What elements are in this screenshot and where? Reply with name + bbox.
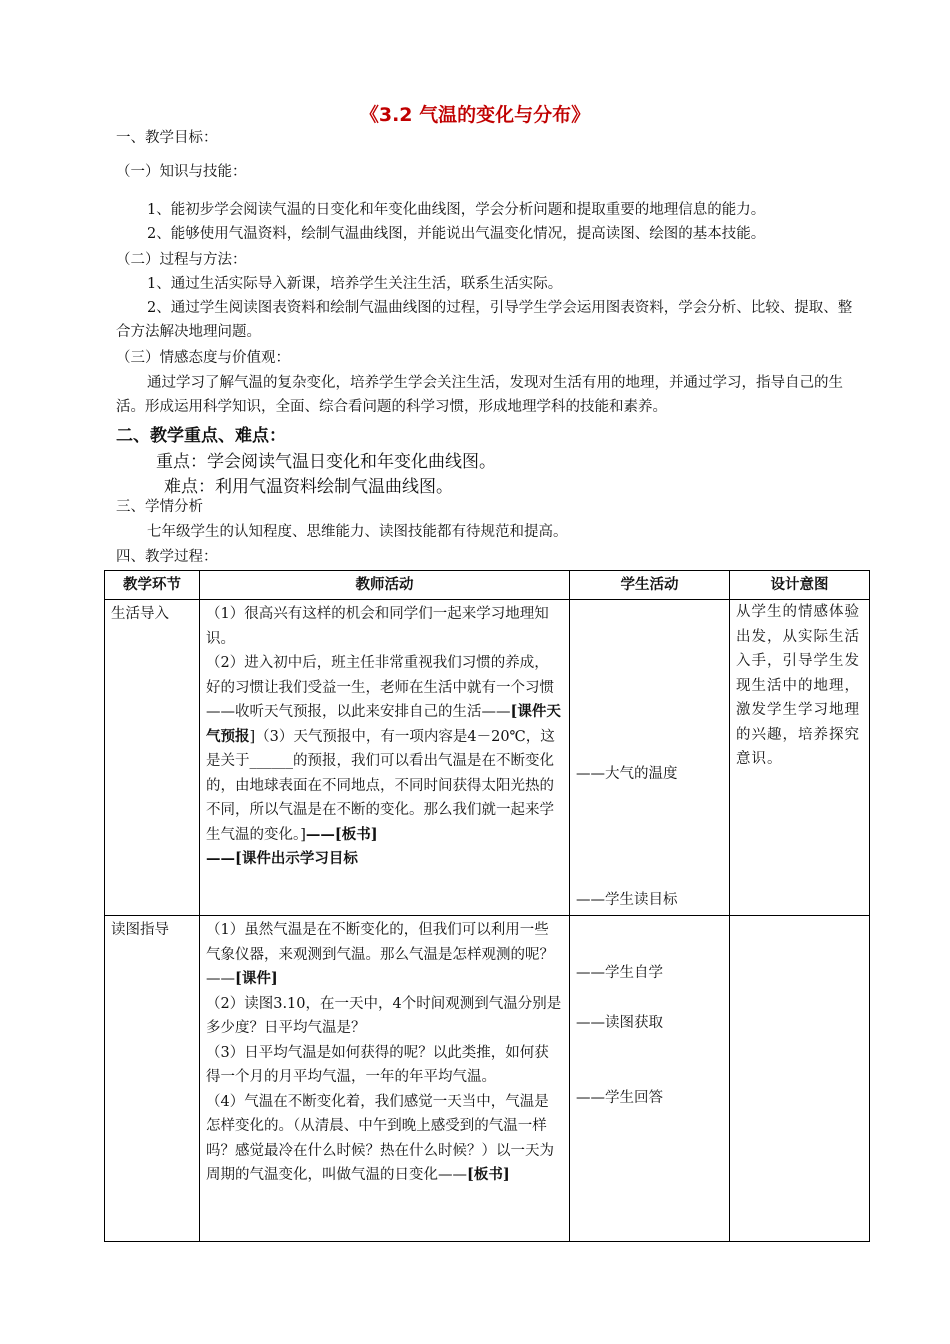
- page-title: 《3.2 气温的变化与分布》: [359, 104, 591, 126]
- subsection-knowledge-heading: （一）知识与技能：: [116, 164, 247, 180]
- learner-analysis-text: 七年级学生的认知程度、思维能力、读图技能都有待规范和提高。: [147, 524, 568, 540]
- table-row: [105, 916, 870, 1242]
- lesson-plan-table: [104, 570, 870, 1242]
- subsection-process-heading: （二）过程与方法：: [116, 252, 247, 268]
- section-key-points-heading: 二、教学重点、难点：: [116, 426, 286, 446]
- knowledge-item-1: 1、能初步学会阅读气温的日变化和年变化曲线图，学会分析问题和提取重要的地理信息的能力。: [147, 202, 766, 218]
- section-process-heading: 四、教学过程：: [116, 549, 218, 565]
- section-objectives-heading: 一、教学目标：: [116, 130, 218, 146]
- student-line: ——学生自学: [576, 965, 663, 981]
- stage-label: 读图指导: [111, 922, 169, 938]
- teacher-line: ]（3）天气预报中，有一项内容是4－20℃，这是关于______的预报，我们可以看出气温是在不断变化的，由地球表面在不同地点，不同时间获得太阳光热的不同，所以气温是在不断的变化。那么我们就一起来学生气温的变化。]: [206, 728, 555, 843]
- table-row: [105, 600, 870, 916]
- teacher-activity-cell: [200, 600, 570, 916]
- table-header-row: [105, 571, 870, 600]
- header-stage: 教学环节: [105, 571, 200, 600]
- header-student-activity: 学生活动: [570, 571, 730, 600]
- teacher-line: （4）气温在不断变化着，我们感觉一天当中，气温是怎样变化的。（从清晨、中午到晚上感受到的气温一样吗？感觉最冷在什么时候？热在什么时候？）以一天为周期的气温变化，叫做气温的日变化——: [206, 1093, 554, 1183]
- stage-cell: [105, 916, 200, 1242]
- teacher-cue: [课件]: [235, 970, 278, 987]
- difficult-point: 难点：利用气温资料绘制气温曲线图。: [164, 477, 453, 497]
- header-design-intent: 设计意图: [730, 571, 870, 600]
- stage-cell: [105, 600, 200, 916]
- key-point: 重点：学会阅读气温日变化和年变化曲线图。: [156, 452, 496, 472]
- design-intent-text: 从学生的情感体验出发，从实际生活入手，引导学生发现生活中的地理，激发学生学习地理的兴趣，培养探究意识。: [736, 604, 860, 767]
- teacher-line: （1）很高兴有这样的机会和同学们一起来学习地理知识。: [206, 606, 549, 647]
- subsection-attitude-heading: （三）情感态度与价值观：: [116, 350, 290, 366]
- section-learner-analysis-heading: 三、学情分析: [116, 499, 203, 515]
- teacher-activity-cell: [200, 916, 570, 1242]
- student-line: ——学生回答: [576, 1090, 663, 1106]
- teacher-line: （2）进入初中后，班主任非常重视我们习惯的养成，好的习惯让我们受益一生，老师在生活中就有一个习惯——收听天气预报，以此来安排自己的生活——: [206, 655, 554, 720]
- teacher-cue: ——[课件出示学习目标: [206, 850, 358, 867]
- design-intent-cell: [730, 916, 870, 1242]
- process-item-1: 1、通过生活实际导入新课，培养学生关注生活，联系生活实际。: [147, 276, 563, 292]
- knowledge-item-2: 2、能够使用气温资料，绘制气温曲线图，并能说出气温变化情况，提高读图、绘图的基本技能。: [147, 226, 766, 242]
- teacher-line: （2）读图3.10，在一天中，4个时间观测到气温分别是多少度？日平均气温是？: [206, 995, 562, 1036]
- student-line: ——大气的温度: [576, 766, 678, 782]
- teacher-line: （1）虽然气温是在不断变化的，但我们可以利用一些气象仪器，来观测到气温。那么气温是怎样观测的呢？——: [206, 922, 554, 987]
- attitude-text: 通过学习了解气温的复杂变化，培养学生学会关注生活，发现对生活有用的地理，并通过学习，指导自己的生活。形成运用科学知识，全面、综合看问题的科学习惯，形成地理学科的技能和素养。: [116, 375, 843, 415]
- design-intent-cell: [730, 600, 870, 916]
- student-line: ——学生读目标: [576, 892, 678, 908]
- header-teacher-activity: 教师活动: [200, 571, 570, 600]
- teacher-cue: [课件天气预报: [206, 703, 561, 745]
- student-activity-cell: [570, 916, 730, 1242]
- student-line: ——读图获取: [576, 1015, 663, 1031]
- student-activity-cell: [570, 600, 730, 916]
- teacher-cue: ——[板书]: [305, 825, 378, 843]
- process-item-2: 2、通过学生阅读图表资料和绘制气温曲线图的过程，引导学生学会运用图表资料，学会分析、比较、提取、整合方法解决地理问题。: [116, 300, 853, 340]
- teacher-line: （3）日平均气温是如何获得的呢？以此类推，如何获得一个月的月平均气温，一年的年平均气温。: [206, 1044, 549, 1085]
- stage-label: 生活导入: [111, 606, 169, 622]
- teacher-cue: [板书]: [467, 1166, 510, 1183]
